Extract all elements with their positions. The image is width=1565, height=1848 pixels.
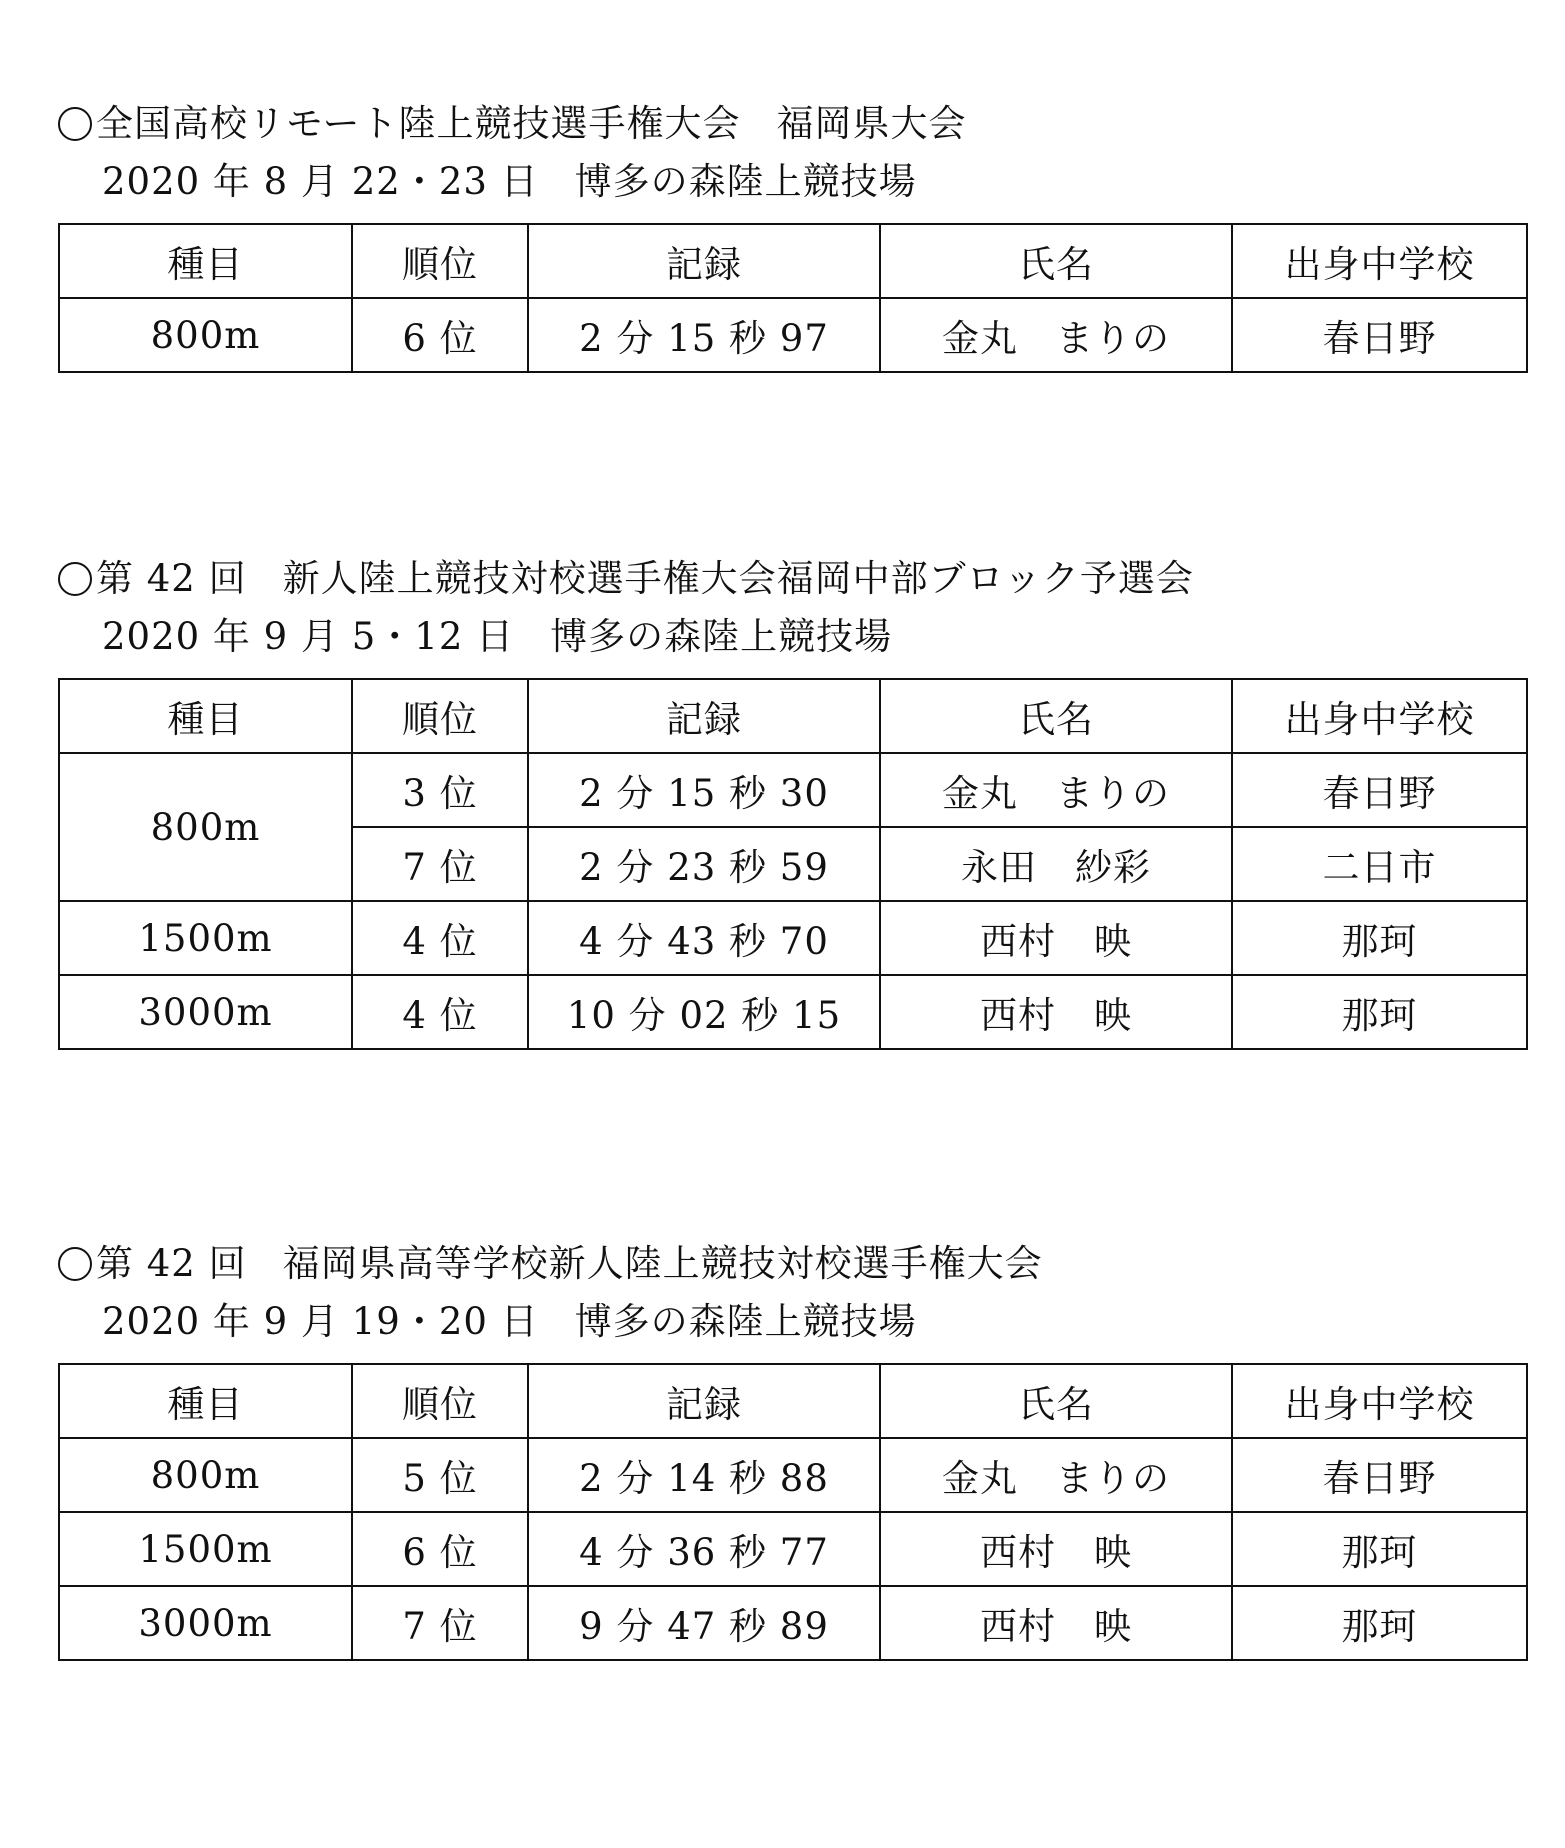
meet-title-main: 第 42 回 bbox=[96, 1242, 247, 1285]
cell-rank: 4 位 bbox=[352, 975, 528, 1049]
meet-section-2 bbox=[58, 550, 1526, 1050]
col-header-rank: 順位 bbox=[352, 679, 528, 753]
cell-record: 2 分 15 秒 97 bbox=[528, 298, 880, 372]
meet-title-main: 全国高校リモート陸上競技選手権大会 bbox=[96, 102, 741, 145]
col-header-name: 氏名 bbox=[880, 679, 1232, 753]
meet-date: 2020 年 9 月 19・20 日 bbox=[102, 1300, 539, 1343]
table-header-row bbox=[59, 679, 1527, 753]
cell-event: 1500m bbox=[59, 1512, 352, 1586]
cell-event: 800m bbox=[59, 753, 352, 901]
cell-name: 永田 紗彩 bbox=[880, 827, 1232, 901]
col-header-school: 出身中学校 bbox=[1232, 679, 1527, 753]
cell-name: 西村 映 bbox=[880, 1512, 1232, 1586]
cell-name: 金丸 まりの bbox=[880, 1438, 1232, 1512]
cell-record: 2 分 23 秒 59 bbox=[528, 827, 880, 901]
meet-venue: 博多の森陸上競技場 bbox=[574, 160, 917, 203]
cell-event: 3000m bbox=[59, 1586, 352, 1660]
meet-section-1 bbox=[58, 95, 1526, 373]
cell-rank: 7 位 bbox=[352, 827, 528, 901]
cell-rank: 4 位 bbox=[352, 901, 528, 975]
cell-rank: 6 位 bbox=[352, 1512, 528, 1586]
cell-name: 西村 映 bbox=[880, 1586, 1232, 1660]
cell-record: 2 分 14 秒 88 bbox=[528, 1438, 880, 1512]
cell-school: 二日市 bbox=[1232, 827, 1527, 901]
table-row bbox=[59, 975, 1527, 1049]
table-row bbox=[59, 753, 1527, 827]
cell-school: 春日野 bbox=[1232, 298, 1527, 372]
circle-marker-icon bbox=[58, 562, 92, 596]
meet-title-main: 第 42 回 bbox=[96, 557, 247, 600]
col-header-name: 氏名 bbox=[880, 1364, 1232, 1438]
col-header-record: 記録 bbox=[528, 1364, 880, 1438]
cell-record: 9 分 47 秒 89 bbox=[528, 1586, 880, 1660]
meet-title-sub: 福岡県大会 bbox=[776, 102, 967, 145]
table-header-row bbox=[59, 1364, 1527, 1438]
table-header-row bbox=[59, 224, 1527, 298]
cell-rank: 5 位 bbox=[352, 1438, 528, 1512]
table-row bbox=[59, 901, 1527, 975]
cell-event: 800m bbox=[59, 298, 352, 372]
cell-record: 2 分 15 秒 30 bbox=[528, 753, 880, 827]
col-header-record: 記録 bbox=[528, 224, 880, 298]
cell-record: 4 分 43 秒 70 bbox=[528, 901, 880, 975]
cell-school: 那珂 bbox=[1232, 1512, 1527, 1586]
cell-record: 4 分 36 秒 77 bbox=[528, 1512, 880, 1586]
meet-venue: 博多の森陸上競技場 bbox=[550, 615, 893, 658]
cell-name: 金丸 まりの bbox=[880, 753, 1232, 827]
cell-name: 西村 映 bbox=[880, 901, 1232, 975]
meet-date-venue bbox=[58, 153, 1526, 211]
meet-title bbox=[58, 1235, 1526, 1293]
meet-title-sub: 福岡県高等学校新人陸上競技対校選手権大会 bbox=[282, 1242, 1043, 1285]
col-header-school: 出身中学校 bbox=[1232, 224, 1527, 298]
cell-school: 那珂 bbox=[1232, 1586, 1527, 1660]
meet-date-venue bbox=[58, 608, 1526, 666]
results-table bbox=[58, 223, 1528, 373]
col-header-name: 氏名 bbox=[880, 224, 1232, 298]
meet-title bbox=[58, 95, 1526, 153]
cell-rank: 7 位 bbox=[352, 1586, 528, 1660]
table-row bbox=[59, 1586, 1527, 1660]
table-row bbox=[59, 1512, 1527, 1586]
cell-school: 那珂 bbox=[1232, 975, 1527, 1049]
col-header-event: 種目 bbox=[59, 224, 352, 298]
col-header-rank: 順位 bbox=[352, 224, 528, 298]
circle-marker-icon bbox=[58, 1247, 92, 1281]
meet-venue: 博多の森陸上競技場 bbox=[574, 1300, 917, 1343]
col-header-event: 種目 bbox=[59, 679, 352, 753]
meet-date-venue bbox=[58, 1293, 1526, 1351]
table-row bbox=[59, 298, 1527, 372]
results-table bbox=[58, 678, 1528, 1050]
meet-section-3 bbox=[58, 1235, 1526, 1661]
cell-event: 800m bbox=[59, 1438, 352, 1512]
cell-school: 春日野 bbox=[1232, 1438, 1527, 1512]
table-row bbox=[59, 1438, 1527, 1512]
col-header-rank: 順位 bbox=[352, 1364, 528, 1438]
meet-date: 2020 年 8 月 22・23 日 bbox=[102, 160, 539, 203]
col-header-record: 記録 bbox=[528, 679, 880, 753]
cell-school: 那珂 bbox=[1232, 901, 1527, 975]
cell-rank: 3 位 bbox=[352, 753, 528, 827]
cell-rank: 6 位 bbox=[352, 298, 528, 372]
cell-event: 1500m bbox=[59, 901, 352, 975]
meet-date: 2020 年 9 月 5・12 日 bbox=[102, 615, 515, 658]
results-table bbox=[58, 1363, 1528, 1661]
cell-name: 西村 映 bbox=[880, 975, 1232, 1049]
col-header-school: 出身中学校 bbox=[1232, 1364, 1527, 1438]
col-header-event: 種目 bbox=[59, 1364, 352, 1438]
meet-title-sub: 新人陸上競技対校選手権大会福岡中部ブロック予選会 bbox=[282, 557, 1194, 600]
meet-title bbox=[58, 550, 1526, 608]
circle-marker-icon bbox=[58, 107, 92, 141]
cell-name: 金丸 まりの bbox=[880, 298, 1232, 372]
cell-event: 3000m bbox=[59, 975, 352, 1049]
cell-record: 10 分 02 秒 15 bbox=[528, 975, 880, 1049]
cell-school: 春日野 bbox=[1232, 753, 1527, 827]
